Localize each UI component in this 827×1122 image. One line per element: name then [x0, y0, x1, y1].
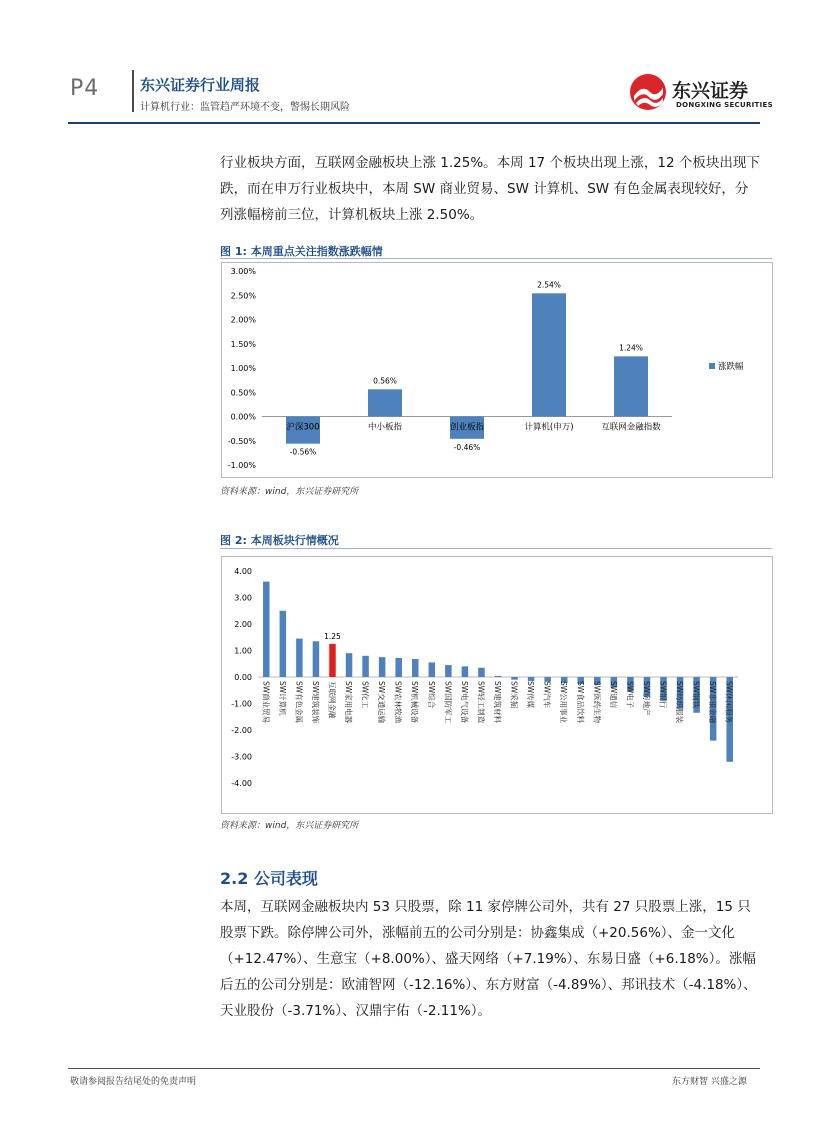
section-title: 2.2 公司表现 — [220, 869, 318, 888]
category-label: SW轻工制造 — [476, 681, 486, 724]
bar — [495, 676, 502, 677]
footer-rule — [68, 1068, 760, 1069]
bar — [280, 611, 287, 677]
figure1-source: 资料来源：wind，东兴证券研究所 — [220, 487, 359, 497]
y-tick-label: 3.00% — [230, 267, 256, 276]
bar — [532, 293, 566, 416]
figure2-title: 图 2: 本周板块行情概况 — [220, 534, 339, 547]
bar — [296, 639, 303, 677]
category-label: SW建筑装饰 — [310, 681, 320, 724]
category-label: SW钢铁 — [691, 681, 701, 709]
category-label: SW银行 — [658, 681, 668, 709]
figure2-chart — [222, 557, 772, 813]
logo-name: 东兴证券 — [672, 80, 749, 102]
category-label: SW汽车 — [542, 681, 552, 709]
category-label: SW纺织服装 — [675, 681, 685, 724]
data-label: 1.24% — [619, 343, 643, 353]
company-logo-icon — [630, 74, 666, 110]
bar — [362, 656, 369, 677]
category-label: SW国防军工 — [443, 681, 453, 724]
figure2-chart-box — [221, 556, 773, 814]
bar — [462, 666, 469, 677]
header-divider — [132, 70, 134, 112]
y-tick-label: 1.00 — [234, 646, 252, 656]
category-label: 互联网金融 — [327, 681, 337, 719]
category-label: SW非银金融 — [708, 681, 718, 724]
bar — [395, 658, 402, 677]
category-label: 中小板指 — [367, 422, 403, 433]
y-tick-label: 1.00% — [230, 364, 256, 373]
category-label: SW采掘 — [509, 681, 519, 709]
category-label: SW医药生物 — [592, 681, 602, 724]
category-label: SW商业贸易 — [261, 681, 271, 724]
data-label: -0.56% — [289, 447, 317, 457]
y-tick-label: -2.00 — [231, 726, 252, 735]
bar — [429, 662, 436, 677]
header-rule — [68, 122, 760, 124]
y-tick-label: 2.00 — [234, 620, 252, 629]
y-tick-label: -0.50% — [227, 436, 256, 446]
category-label: 计算机(申万) — [524, 422, 574, 433]
figure2-source: 资料来源：wind，东兴证券研究所 — [220, 821, 359, 831]
intro-paragraph: 行业板块方面，互联网金融板块上涨 1.25%。本周 17 个板块出现上涨，12 个板块出现下跌，而在申万行业板块中，本周 SW 商业贸易、SW 计算机、SW 有色金属表现较好，分列涨幅榜前三位，计算机板块上涨 2.50%。 — [220, 155, 760, 223]
category-label: SW房地产 — [641, 681, 651, 716]
bar — [478, 668, 485, 677]
figure1-chart — [222, 263, 772, 477]
bar — [368, 389, 402, 416]
category-label: 创业板指 — [449, 422, 485, 433]
y-tick-label: 3.00 — [234, 593, 252, 603]
report-title: 东兴证券行业周报 — [140, 76, 261, 94]
legend-label: 涨跌幅 — [718, 362, 744, 372]
bar — [263, 582, 270, 677]
y-tick-label: -4.00 — [231, 779, 252, 788]
section-paragraph: 本周，互联网金融板块内 53 只股票，除 11 家停牌公司外，共有 27 只股票上涨，15 只股票下跌。除停牌公司外，涨幅前五的公司分别是：协鑫集成（+20.56%）、金一文化（+12.47%）、生意宝（+8.00%）、盛天网络（+7.19%）、东易日盛（+6.18%）。涨幅后五的公司分别是：欧浦智网（-12.16%）、东方财富（-4.89%）、邦讯技术（-4.18%）、天业股份（-3.71%）、汉鼎宇佑（-2.11%）。 — [220, 899, 757, 1019]
category-label: SW通信 — [608, 681, 618, 709]
category-label: SW公用事业 — [559, 681, 569, 724]
data-label: -0.46% — [453, 442, 481, 452]
figure2-title-rule — [220, 548, 772, 549]
bar — [445, 665, 452, 677]
y-tick-label: 0.50% — [230, 388, 256, 398]
category-label: SW农林牧渔 — [393, 681, 403, 724]
bar — [346, 653, 353, 677]
category-label: 沪深300 — [286, 422, 320, 433]
footer-slogan: 东方财智 兴盛之源 — [672, 1077, 747, 1087]
category-label: SW有色金属 — [294, 681, 304, 724]
bar — [614, 356, 648, 416]
category-label: SW传媒 — [526, 681, 536, 709]
bar — [379, 657, 386, 677]
figure1-chart-box — [221, 262, 773, 478]
figure1-title: 图 1: 本周重点关注指数涨跌幅情 — [220, 245, 383, 258]
category-label: SW电子 — [625, 681, 635, 709]
y-tick-label: -3.00 — [231, 752, 252, 762]
figure1-title-rule — [220, 258, 772, 259]
y-tick-label: 2.00% — [230, 315, 256, 325]
y-tick-label: 0.00% — [230, 412, 256, 422]
legend-swatch — [709, 363, 715, 369]
y-tick-label: -1.00% — [227, 461, 256, 470]
footer-disclaimer: 敬请参阅报告结尾处的免责声明 — [70, 1077, 197, 1087]
category-label: SW化工 — [360, 681, 370, 709]
y-tick-label: -1.00 — [231, 699, 252, 709]
category-label: SW建筑材料 — [493, 681, 502, 724]
y-tick-label: 1.50% — [230, 339, 256, 349]
report-subtitle: 计算机行业：监管趋严环境不变，警惕长期风险 — [140, 102, 350, 113]
bar — [313, 641, 320, 677]
category-label: SW电气设备 — [459, 681, 469, 724]
bar — [511, 677, 518, 680]
logo-english-name: DONGXING SECURITIES — [676, 101, 773, 109]
category-label: SW食品饮料 — [575, 681, 585, 724]
data-label: 2.54% — [537, 280, 561, 290]
y-tick-label: 4.00 — [234, 567, 252, 576]
category-label: SW机械设备 — [410, 681, 420, 724]
category-label: SW休闲服务 — [724, 681, 734, 724]
category-label: 互联网金融指数 — [601, 422, 661, 433]
category-label: SW综合 — [426, 681, 436, 709]
page-number: P4 — [70, 76, 100, 101]
highlight-bar — [329, 644, 336, 677]
category-label: SW家用电器 — [344, 681, 354, 724]
highlight-label: 1.25 — [324, 631, 341, 641]
y-tick-label: 2.50% — [230, 291, 256, 301]
category-label: SW计算机 — [277, 681, 287, 716]
bar — [412, 659, 419, 677]
data-label: 0.56% — [373, 376, 397, 386]
y-tick-label: 0.00 — [234, 673, 252, 682]
category-label: SW交通运输 — [377, 681, 387, 724]
